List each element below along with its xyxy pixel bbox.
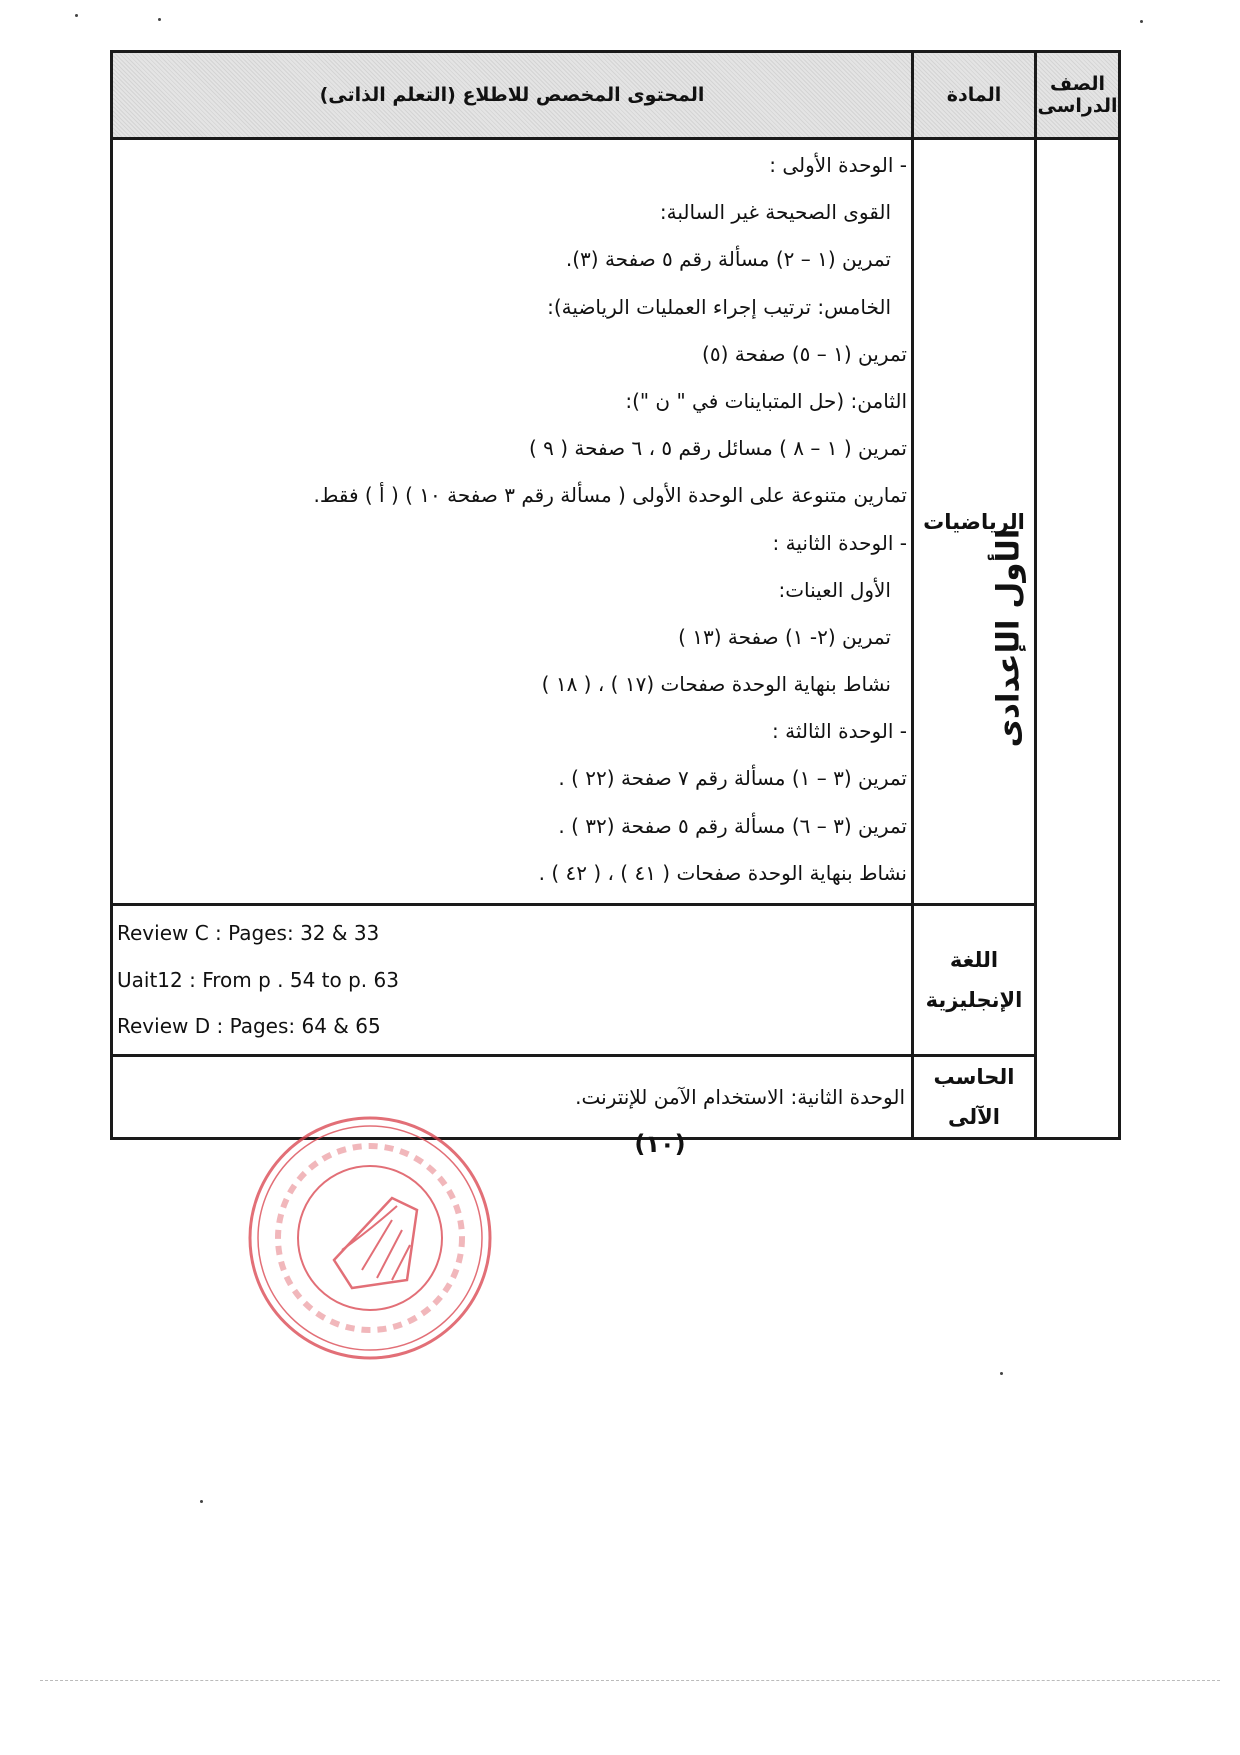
math-content-cell: [112, 139, 913, 905]
table-header-row: [112, 52, 1120, 139]
english-content-cell: [112, 905, 913, 1056]
math-line: - الوحدة الثالثة :: [772, 719, 907, 744]
subject-column-header: المادة: [913, 52, 1036, 139]
official-seal-stamp: [242, 1110, 498, 1366]
math-line: الأول العينات:: [778, 577, 891, 602]
math-line: - الوحدة الثانية :: [772, 530, 907, 555]
math-line: الثامن: (حل المتباينات في " ن "):: [625, 388, 907, 413]
scan-speck: [158, 18, 161, 21]
math-subject-cell: الرياضيات: [913, 139, 1036, 905]
math-line: تمارين متنوعة على الوحدة الأولى ( مسألة رقم ٣ صفحة ١٠ ) ( أ ) فقط.: [313, 483, 907, 508]
content-column-header: المحتوى المخصص للاطلاع (التعلم الذاتى): [112, 52, 913, 139]
english-line: Review D : Pages: 64 & 65: [117, 1014, 381, 1038]
computer-content-cell: الوحدة الثانية: الاستخدام الآمن للإنترنت.: [112, 1055, 913, 1138]
math-line: الخامس: ترتيب إجراء العمليات الرياضية):: [547, 294, 891, 319]
math-line: تمرين (١ – ٢) مسألة رقم ٥ صفحة (٣).: [565, 247, 891, 272]
english-subject-cell: اللغة الإنجليزية: [913, 905, 1036, 1056]
math-line: تمرين (١ – ٥) صفحة (٥): [702, 341, 907, 366]
page-bottom-rule: [40, 1680, 1220, 1681]
math-line: القوى الصحيحة غير السالبة:: [659, 200, 891, 225]
curriculum-table: [110, 50, 1121, 1140]
math-line: تمرين (٣ – ٦) مسألة رقم ٥ صفحة (٣٢ ) .: [558, 813, 907, 838]
scan-speck: [1140, 20, 1143, 23]
english-row: [112, 905, 1120, 1056]
grade-label: الأول الإعدادى: [990, 528, 1027, 748]
scan-speck: [75, 14, 78, 17]
grade-column-header: الصف الدراسى: [1036, 52, 1120, 139]
math-line: نشاط بنهاية الوحدة صفحات (١٧ ) ، ( ١٨ ): [541, 672, 891, 697]
page-number: (١٠): [634, 1130, 686, 1158]
math-line: نشاط بنهاية الوحدة صفحات ( ٤١ ) ، ( ٤٢ ) .: [538, 860, 907, 885]
math-row: [112, 139, 1120, 905]
grade-cell: [990, 139, 1120, 1139]
english-line: Uait12 : From p . 54 to p. 63: [117, 967, 399, 992]
computer-subject-cell: الحاسب الآلى: [913, 1055, 1036, 1138]
math-line: تمرين (٣ – ١) مسألة رقم ٧ صفحة (٢٢ ) .: [558, 766, 907, 791]
scan-speck: [1000, 1372, 1003, 1375]
math-line: - الوحدة الأولى :: [769, 153, 907, 177]
english-line: Review C : Pages: 32 & 33: [117, 921, 380, 945]
math-line: تمرين ( ١ – ٨ ) مسائل رقم ٥ ، ٦ صفحة ( ٩ ): [528, 436, 907, 461]
math-line: تمرين (٢- ١) صفحة (١٣ ): [678, 624, 891, 649]
scan-speck: [200, 1500, 203, 1503]
